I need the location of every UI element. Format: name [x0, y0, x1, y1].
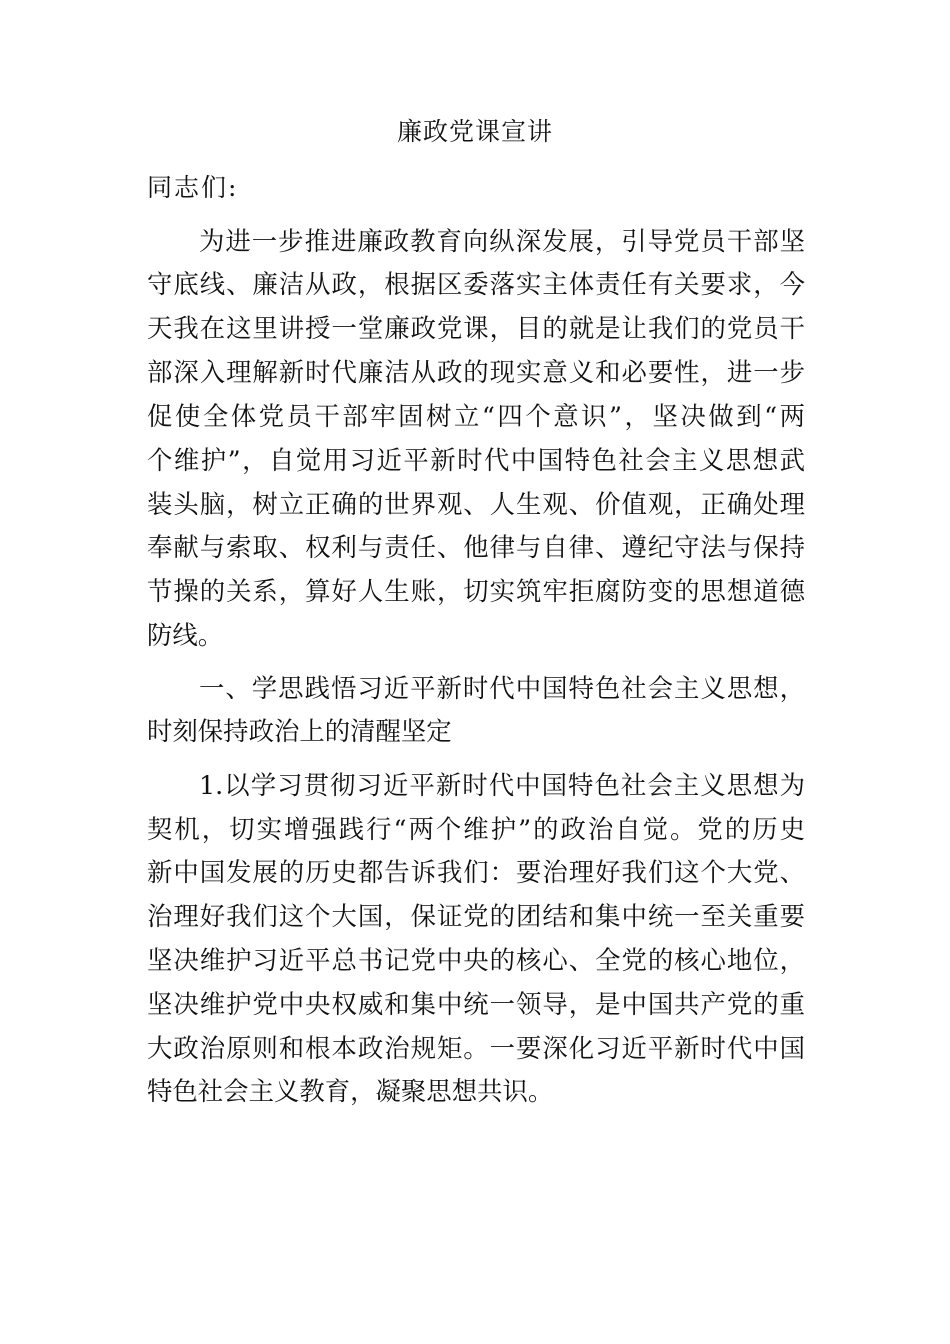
- paragraph-line: 为进一步推进廉政教育向纵深发展，引导党员干部坚: [199, 226, 805, 256]
- paragraph-line: 1.以学习贯彻习近平新时代中国特色社会主义思想为: [199, 770, 805, 800]
- paragraph-line: 契机，切实增强践行“两个维护”的政治自觉。党的历史: [147, 814, 805, 844]
- paragraph-line: 部深入理解新时代廉洁从政的现实意义和必要性，进一步: [147, 357, 805, 387]
- document-title: 廉政党课宣讲: [396, 117, 553, 146]
- paragraph-line: 个维护”，自觉用习近平新时代中国特色社会主义思想武: [147, 445, 805, 475]
- heading-line: 一、学思践悟习近平新时代中国特色社会主义思想，: [199, 673, 805, 703]
- paragraph-line: 大政治原则和根本政治规矩。一要深化习近平新时代中国: [147, 1033, 805, 1063]
- paragraph-line: 奉献与索取、权利与责任、他律与自律、遵纪守法与保持: [147, 532, 805, 562]
- paragraph-line: 装头脑，树立正确的世界观、人生观、价值观，正确处理: [147, 489, 805, 519]
- paragraph-line: 防线。: [147, 620, 224, 650]
- paragraph-line: 天我在这里讲授一堂廉政党课，目的就是让我们的党员干: [147, 313, 805, 343]
- paragraph-line: 促使全体党员干部牢固树立“四个意识”，坚决做到“两: [147, 401, 805, 431]
- paragraph-line: 特色社会主义教育，凝聚思想共识。: [147, 1076, 554, 1106]
- paragraph-line: 节操的关系，算好人生账，切实筑牢拒腐防变的思想道德: [147, 576, 805, 606]
- paragraph-line: 坚决维护党中央权威和集中统一领导，是中国共产党的重: [147, 989, 805, 1019]
- paragraph-line: 治理好我们这个大国，保证党的团结和集中统一至关重要: [147, 901, 805, 931]
- paragraph-line: 新中国发展的历史都告诉我们：要治理好我们这个大党、: [147, 857, 805, 887]
- paragraph-line: 坚决维护习近平总书记党中央的核心、全党的核心地位，: [147, 945, 805, 975]
- heading-line: 时刻保持政治上的清醒坚定: [147, 716, 452, 746]
- paragraph-line: 守底线、廉洁从政，根据区委落实主体责任有关要求，今: [147, 269, 805, 299]
- salutation: 同志们:: [147, 173, 239, 202]
